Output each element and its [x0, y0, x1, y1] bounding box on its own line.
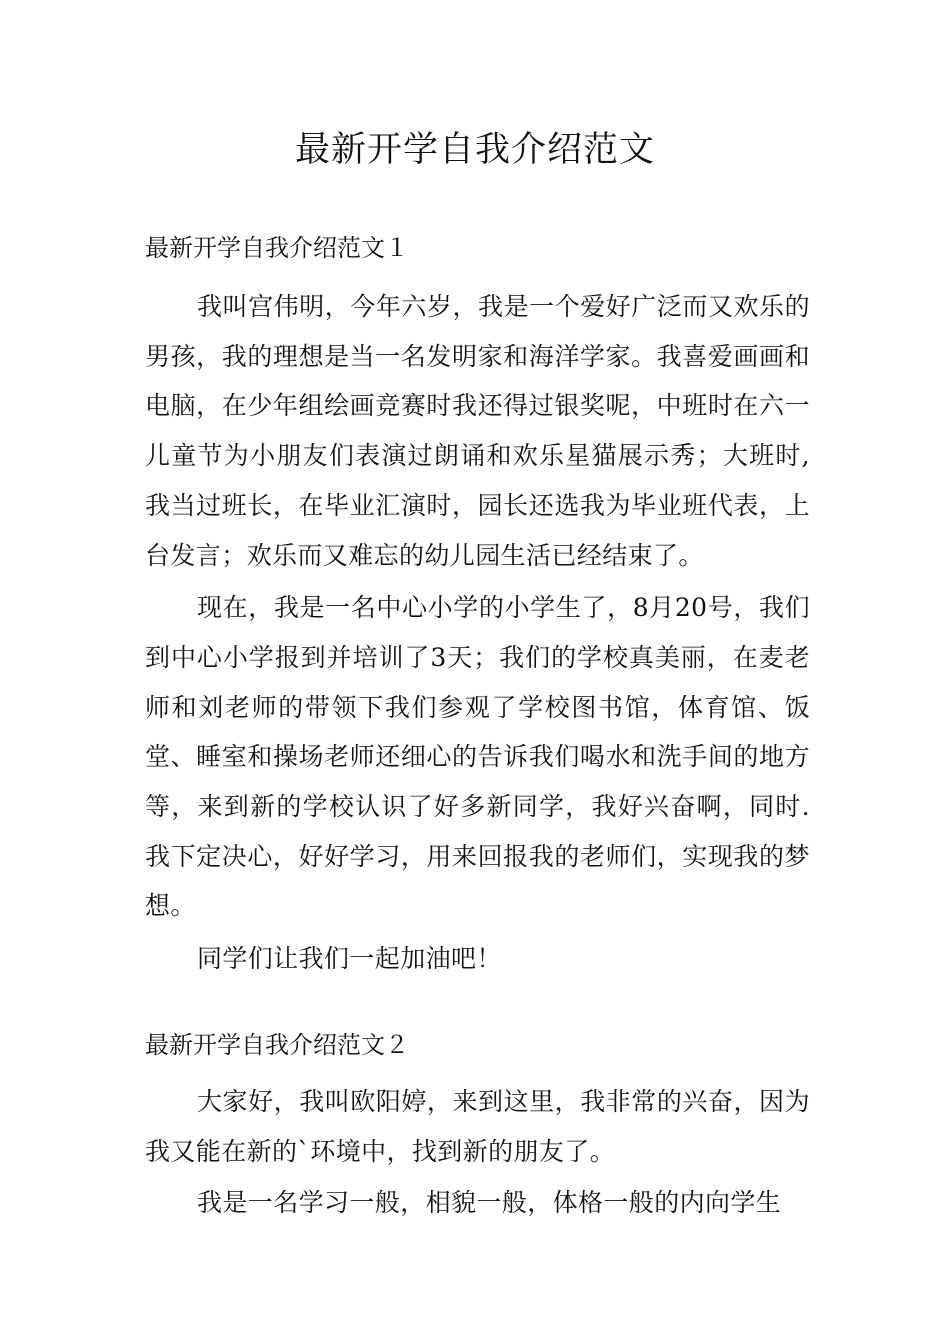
document-title: 最新开学自我介绍范文	[294, 130, 655, 170]
paragraph: 大家好，我叫欧阳婷，来到这里，我非常的兴奋，因为我又能在新的`环境中，找到新的朋友了。	[145, 1087, 810, 1166]
essay-section-1	[145, 233, 810, 987]
section-heading: 最新开学自我介绍范文２	[145, 1031, 409, 1059]
paragraph: 我叫宫伟明，今年六岁，我是一个爱好广泛而又欢乐的男孩，我的理想是当一名发明家和海洋学家。我喜爱画画和电脑，在少年组绘画竞赛时我还得过银奖呢，中班时在六一儿童节为小朋友们表演过朗诵和欢乐星猫展示秀；大班时,我当过班长，在毕业汇演时，园长还选我为毕业班代表，上台发言；欢乐而又难忘的幼儿园生活已经结束了。	[145, 292, 810, 570]
section-heading: 最新开学自我介绍范文１	[145, 234, 409, 262]
paragraph: 现在，我是一名中心小学的小学生了，8月20号，我们到中心小学报到并培训了3天；我们的学校真美丽，在麦老师和刘老师的带领下我们参观了学校图书馆，体育馆、饭堂、睡室和操场老师还细心的告诉我们喝水和洗手间的地方等，来到新的学校认识了好多新同学，我好兴奋啊，同时.我下定决心，好好学习，用来回报我的老师们，实现我的梦想。	[145, 593, 810, 921]
paragraph: 同学们让我们一起加油吧！	[197, 944, 502, 974]
essay-section-2	[145, 1030, 810, 1230]
paragraph: 我是一名学习一般，相貌一般，体格一般的内向学生	[197, 1188, 782, 1218]
